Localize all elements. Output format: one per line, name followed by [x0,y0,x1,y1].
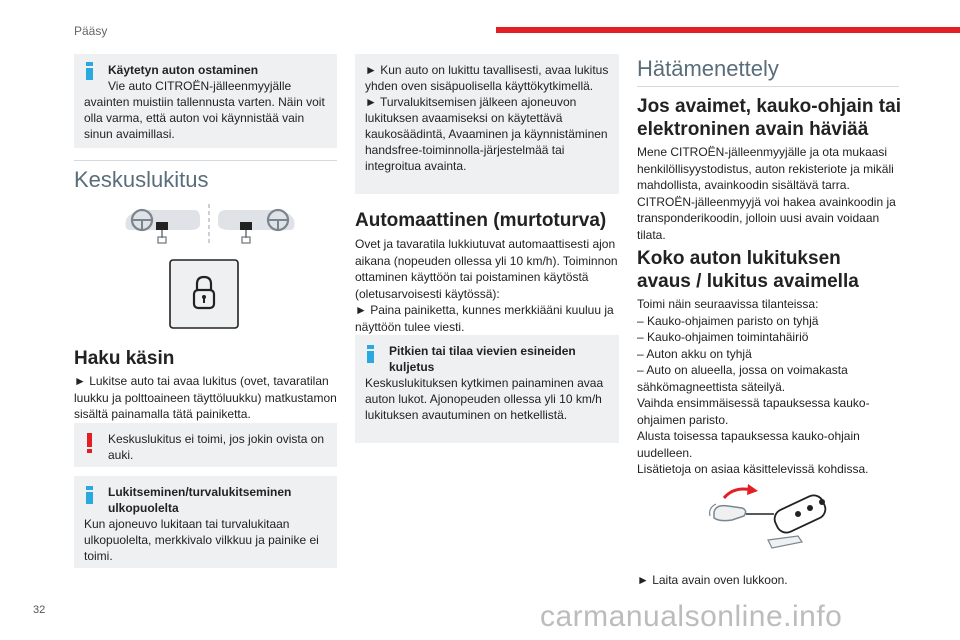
section-heading-koko-auton: Koko auton lukituksen avaus / lukitus avaimella [637,248,859,292]
section-divider [74,160,337,161]
section-heading-haku-kasin: Haku käsin [74,348,175,369]
central-locking-switch-illustration [120,202,300,248]
info-box-title: Lukitseminen/turvalukitseminen ulkopuolelta [108,485,292,515]
page-number: 32 [33,604,46,616]
info-box-title: Pitkien tai tilaa vievien esineiden kuljetus [389,344,576,374]
running-header: Pääsy [74,24,108,38]
key-in-door-illustration [706,476,856,560]
info-box-body: avainten muistiin tallennusta varten. Näin voit olla varma, että auton voi käynnistää vain sinun avaimillasi. [84,95,325,141]
steps-paragraph-2: ► Turvalukitsemisen jälkeen ajoneuvon lukituksen avaamiseksi on käytettävä kaukosäädintä, Avaaminen ja käynnistäminen handsfree-toiminnolla-järjestelmää tai integroitua avainta. [365,95,608,173]
steps-paragraph-1: ► Kun auto on lukittu tavallisesti, avaa lukitus yhden oven sisäpuolisella käyttökytkimellä. [365,63,609,93]
info-icon [86,62,93,80]
info-icon [367,345,374,363]
lock-button-illustration [169,259,239,329]
warning-text: Keskuslukitus ei toimi, jos jokin ovista on auki. [108,432,325,462]
list-item: – Kauko-ohjaimen toimintahäiriö [637,330,809,344]
info-box-lukitseminen [74,476,337,568]
info-box-kuljetus [355,335,619,443]
auto-step: ► Paina painiketta, kunnes merkkiääni kuuluu ja näyttöön tulee viesti. [355,303,614,334]
steps-box-unlocking [355,54,619,194]
koko-intro: Toimi näin seuraavissa tilanteissa: [637,297,819,311]
info-box-line: Vie auto CITROËN-jälleenmyyjälle [108,79,292,93]
section-heading-hatamenettely: Hätämenettely [637,56,779,81]
section-heading-keskuslukitus: Keskuslukitus [74,167,209,192]
info-box-used-car [74,54,337,148]
section-divider [637,86,899,87]
info-box-body: Kun ajoneuvo lukitaan tai turvalukitaan ulkopuolelta, merkkivalo vilkkuu ja painike ei toimi. [84,517,319,563]
info-box-body: Keskuslukituksen kytkimen painaminen avaa auton lukot. Ajonopeuden ollessa yli 10 km/h lukituksen avautuminen on hetkellistä. [365,376,604,422]
header-accent-bar [496,27,960,33]
list-item: – Auto on alueella, jossa on voimakasta sähkömagneettista säteilyä. [637,363,848,394]
info-icon [86,486,93,504]
info-box-title: Käytetyn auton ostaminen [108,63,259,77]
haku-paragraph: ► Lukitse auto tai avaa lukitus (ovet, tavaratilan luukku ja polttoaineen täyttöluukku) matkustamon sisältä painamalla tätä painiketta. [74,374,337,421]
jos-paragraph: Mene CITROËN-jälleenmyyjälle ja ota mukaasi henkilöllisyystodistus, auton rekisteriote ja mikäli mahdollista, avainkoodin sisältävä tarra. CITROËN-jälleenmyyjä voi hakea avainkoodin ja transponderikoodin, jolloin uusi avain voidaan tilata. [637,145,896,242]
koko-paragraph-4: Lisätietoja on asiaa käsittelevissä kohdissa. [637,462,869,476]
koko-paragraph-2: Vaihda ensimmäisessä tapauksessa kauko-ohjaimen paristo. [637,396,870,427]
watermark: carmanualsonline.info [540,600,843,633]
auto-paragraph: Ovet ja tavaratila lukkiutuvat automaattisesti ajon aikana (nopeuden ollessa yli 10 km/h). Toiminnon ottaminen käyttöön tai poistaminen käytöstä (oletusarvoisesti käytössä): [355,237,618,301]
koko-paragraph-3: Alusta toisessa tapauksessa kauko-ohjain uudelleen. [637,429,860,460]
warning-box [74,423,337,467]
final-step: ► Laita avain oven lukkoon. [637,573,788,587]
section-heading-automaattinen: Automaattinen (murtoturva) [355,210,607,231]
section-heading-avaimet-haviaa: Jos avaimet, kauko-ohjain tai elektroninen avain häviää [637,96,901,140]
warning-icon [86,433,93,453]
list-item: – Kauko-ohjaimen paristo on tyhjä [637,313,819,328]
list-item: – Auton akku on tyhjä [637,346,752,361]
